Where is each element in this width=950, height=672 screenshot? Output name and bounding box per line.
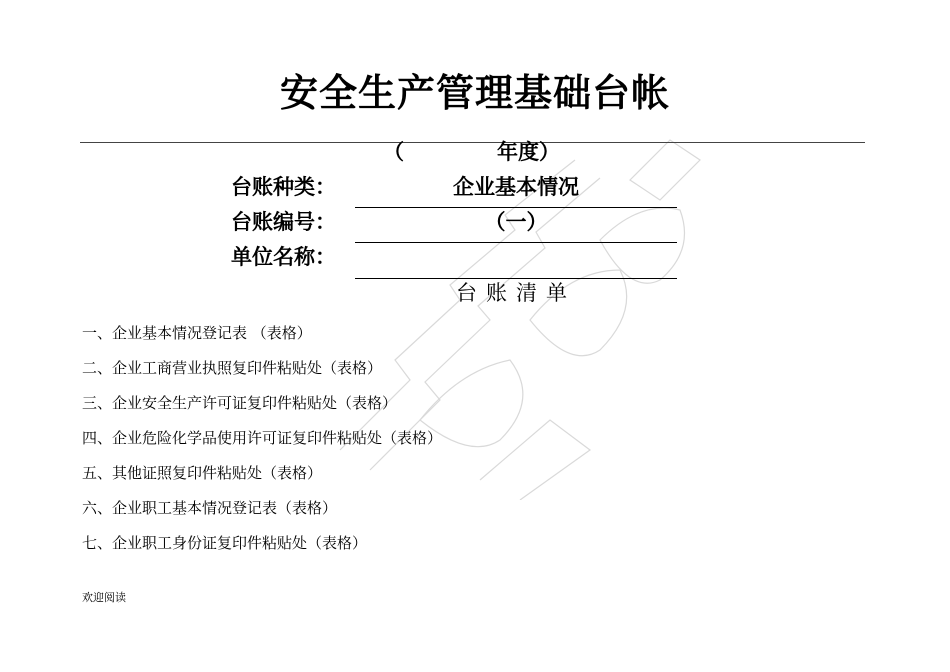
title-divider: [80, 142, 865, 143]
unit-name-label: 单位名称：: [231, 245, 336, 269]
ledger-number-label: 台账编号：: [231, 210, 336, 234]
list-item: 一、企业基本情况登记表 （表格）: [82, 324, 312, 342]
list-item: 七、企业职工身份证复印件粘贴处（表格）: [82, 534, 368, 552]
year-open-bracket: （: [383, 140, 404, 164]
document-title: 安全生产管理基础台帐: [279, 71, 670, 115]
list-item: 六、企业职工基本情况登记表（表格）: [82, 499, 338, 517]
page-footer: 欢迎阅读: [82, 591, 126, 604]
list-item: 五、其他证照复印件粘贴处（表格）: [82, 464, 323, 482]
ledger-number-value: （一）: [484, 210, 548, 234]
ledger-list-heading: 台账清单: [456, 281, 576, 305]
ledger-type-label: 台账种类：: [231, 175, 336, 199]
year-label: 年度）: [497, 140, 560, 164]
list-item: 二、企业工商营业执照复印件粘贴处（表格）: [82, 359, 383, 377]
ledger-number-underline: [355, 242, 677, 243]
ledger-type-value: 企业基本情况: [453, 175, 579, 199]
list-item: 四、企业危险化学品使用许可证复印件粘贴处（表格）: [82, 429, 443, 447]
list-item: 三、企业安全生产许可证复印件粘贴处（表格）: [82, 394, 398, 412]
